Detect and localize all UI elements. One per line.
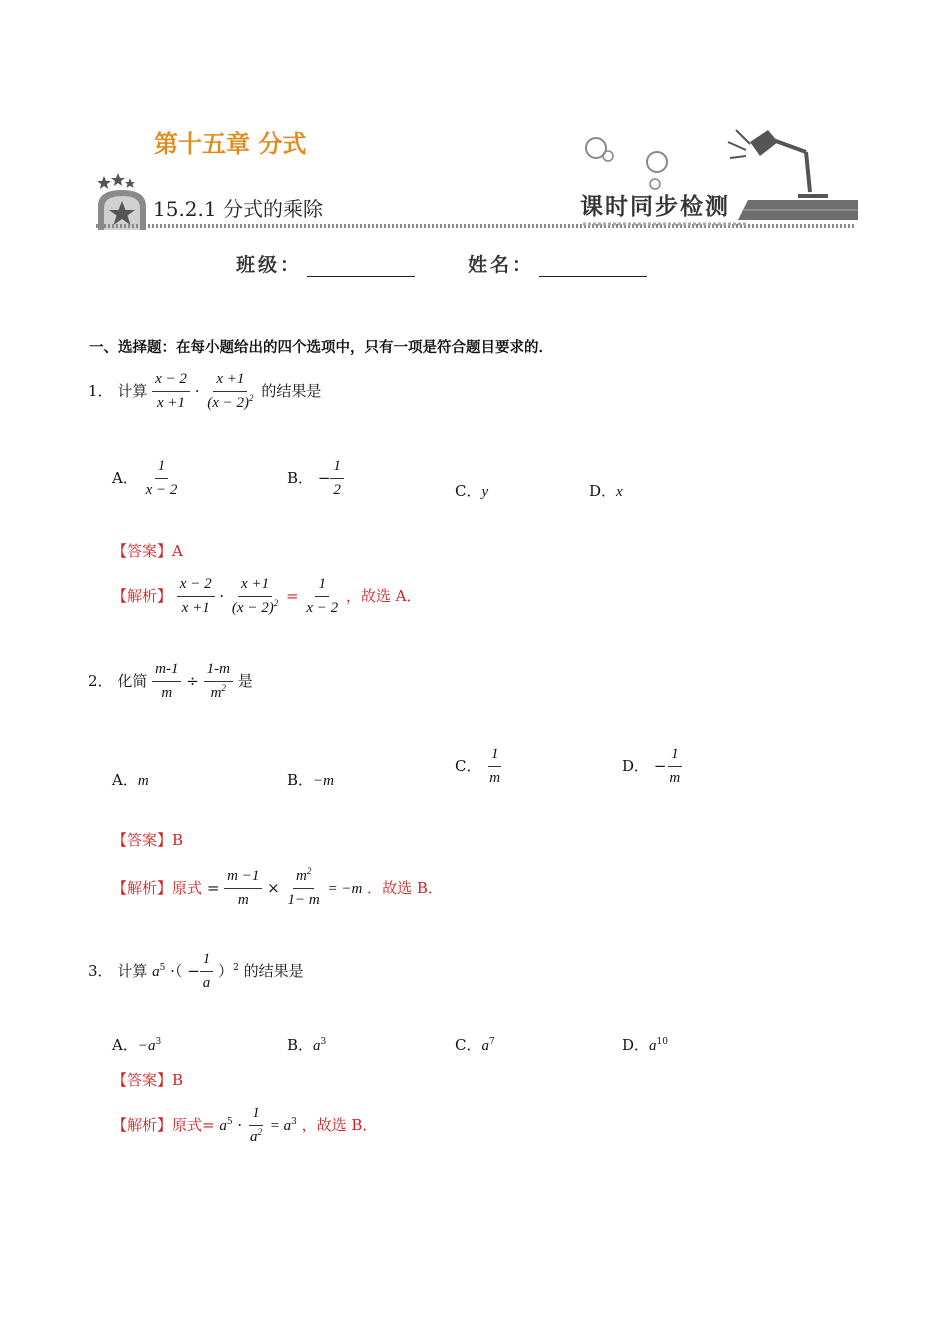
- q3-analysis: 【解析】原式= $a^5$ · $\frac{1}{a^2}$ = $a^3$ ，故选 B．: [112, 1102, 377, 1150]
- class-blank[interactable]: [307, 258, 415, 277]
- fraction: $\frac{x +1}{(x - 2)^2}$: [204, 368, 256, 416]
- q2-option-b[interactable]: B．−m: [287, 771, 334, 789]
- question-2: [88, 658, 253, 706]
- section-title: 15.2.1 分式的乘除: [153, 197, 323, 221]
- q1-option-c[interactable]: C．y: [455, 482, 489, 500]
- name-field[interactable]: [468, 250, 647, 277]
- name-label: 姓名：: [468, 254, 535, 276]
- q2-option-d[interactable]: D． − $\frac{1}{m}$: [622, 743, 683, 791]
- question-lead: 计算: [117, 381, 148, 400]
- question-number: 3．: [88, 961, 113, 980]
- q3-option-d[interactable]: D．$a^{10}$: [622, 1036, 668, 1054]
- q1-option-b[interactable]: B． − $\frac{1}{2}$: [287, 455, 344, 503]
- fraction: $\frac{1-m}{m^2}$: [204, 658, 233, 706]
- fraction: $\frac{m-1}{m}$: [152, 658, 181, 706]
- question-tail: 是: [237, 671, 253, 690]
- fraction: $\frac{1}{a}$: [200, 948, 214, 996]
- q2-analysis: 【解析】原式 = $\frac{m -1}{m}$ × $\frac{m^2}{1- m}$ = −m ．故选 B．: [112, 866, 443, 909]
- section-instruction: 一、选择题：在每小题给出的四个选项中，只有一项是符合题目要求的．: [89, 340, 553, 356]
- class-field[interactable]: [236, 250, 415, 277]
- q1-answer: 【答案】A: [112, 542, 183, 560]
- q3-option-b[interactable]: B．$a^3$: [287, 1036, 327, 1054]
- chapter-title: 第十五章 分式: [154, 130, 307, 158]
- fraction: $\frac{x - 2}{x +1}$: [152, 368, 190, 416]
- question-tail: 的结果是: [261, 381, 322, 400]
- dot-operator: ·: [194, 381, 200, 400]
- question-lead: 化简: [117, 671, 148, 690]
- star-badge-icon: [92, 170, 154, 232]
- brand-title: 课时同步检测: [580, 193, 730, 220]
- q1-option-a[interactable]: A． $\frac{1}{x - 2}$: [112, 455, 180, 503]
- class-label: 班级：: [236, 254, 303, 276]
- q3-option-a[interactable]: A．$-a^3$: [112, 1036, 162, 1054]
- divide-operator: ÷: [186, 671, 199, 690]
- q1-option-d[interactable]: D．x: [589, 482, 623, 500]
- question-number: 2．: [88, 671, 113, 690]
- q1-analysis: 【解析】 $\frac{x - 2}{x +1}$ · $\frac{x +1}{(x - 2)^2}$ = $\frac{1}{x - 2}$ ，故选 A．: [112, 573, 422, 621]
- question-1: [88, 368, 321, 416]
- q2-answer: 【答案】B: [112, 831, 184, 849]
- q3-answer: 【答案】B: [112, 1071, 184, 1089]
- question-number: 1．: [88, 381, 113, 400]
- q3-option-c[interactable]: C．$a^7$: [455, 1036, 495, 1054]
- q2-option-a[interactable]: A．m: [112, 771, 149, 789]
- name-blank[interactable]: [539, 258, 647, 277]
- question-tail: 的结果是: [243, 961, 304, 980]
- question-3: 3． 计算 $a^5$ ·（ − $\frac{1}{a}$ ）$^2$ 的结果是: [88, 948, 304, 996]
- question-lead: 计算: [117, 961, 148, 980]
- q2-option-c[interactable]: C． $\frac{1}{m}$: [455, 743, 503, 791]
